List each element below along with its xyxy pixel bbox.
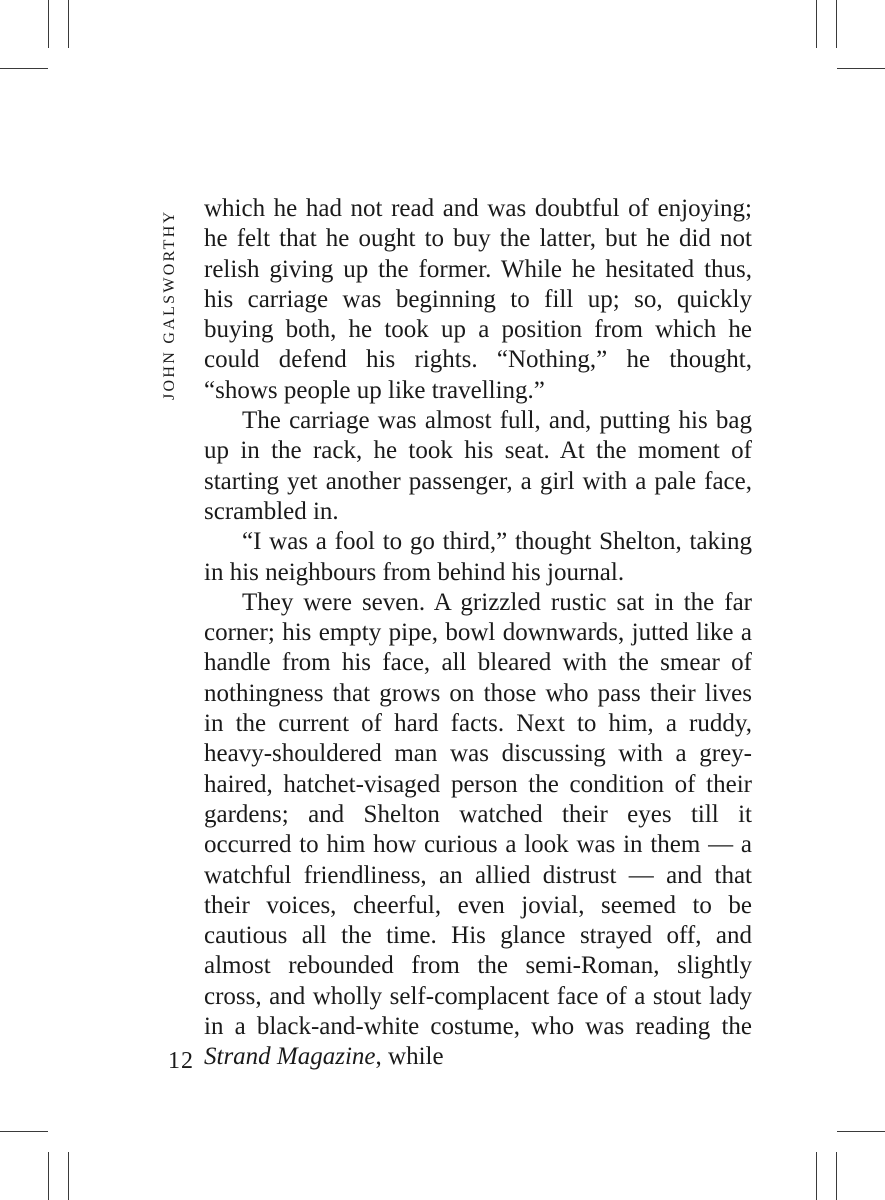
crop-mark xyxy=(48,0,49,48)
crop-mark xyxy=(68,0,69,48)
paragraph: The carriage was almost full, and, putting his bag up in the rack, he took his seat. At the moment of starting yet another passenger, a girl with a pale face, scrambled in. xyxy=(204,407,752,525)
paragraph: “I was a fool to go third,” thought Shelton, taking in his neighbours from behind his journal. xyxy=(204,528,752,586)
body-text xyxy=(204,194,752,1073)
crop-mark xyxy=(837,68,885,69)
crop-mark xyxy=(836,0,837,48)
running-head: JOHN GALSWORTHY xyxy=(161,209,178,400)
italic-title: Strand Magazine xyxy=(204,1043,376,1071)
paragraph xyxy=(204,588,752,1073)
paragraph-text: , while xyxy=(375,1043,444,1071)
crop-mark xyxy=(816,0,817,48)
crop-mark xyxy=(816,1152,817,1200)
crop-mark xyxy=(68,1152,69,1200)
crop-mark xyxy=(836,1152,837,1200)
paragraph-text: They were seven. A grizzled rustic sat in the far corner; his empty pipe, bowl downwards, jutted like a handle from his face, all bleared with the smear of nothingness that grows on those who pass their lives in the current of hard facts. Next to him, a ruddy, heavy-shouldered man was discussing with a grey-haired, hatchet-visaged person the condition of their gardens; and Shelton watched their eyes till it occurred to him how curious a look was in them — a watchful friendliness, an allied distrust — and that their voices, cheerful, even jovial, seemed to be cautious all the time. His glance strayed off, and almost rebounded from the semi-Roman, slightly cross, and wholly self-complacent face of a stout lady in a black-and-white costume, who was reading the xyxy=(204,588,752,1041)
crop-mark xyxy=(48,1152,49,1200)
paragraph: which he had not read and was doubtful of enjoying; he felt that he ought to buy the latter, but he did not relish giving up the former. While he hesitated thus, his carriage was beginning to fill up; so, quickly buying both, he took up a position from which he could defend his rights. “Nothing,” he thought, “shows people up like travelling.” xyxy=(204,195,752,404)
crop-mark xyxy=(0,68,48,69)
page-number: 12 xyxy=(168,1048,194,1074)
crop-mark xyxy=(837,1131,885,1132)
crop-mark xyxy=(0,1131,48,1132)
